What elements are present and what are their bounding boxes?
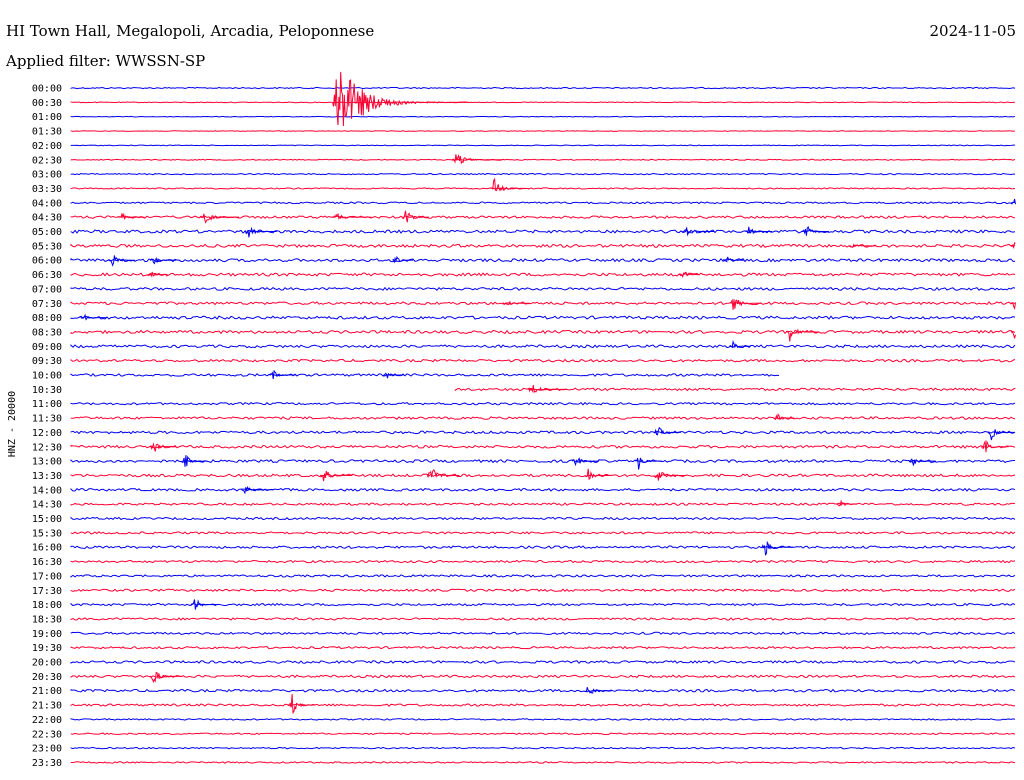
tick-label: 14:30 <box>31 499 62 511</box>
tick-label: 04:30 <box>31 212 62 224</box>
trace-rows <box>71 87 1015 763</box>
tick-label: 09:00 <box>31 341 62 353</box>
trace-row <box>71 560 1015 562</box>
event-burst <box>452 154 502 163</box>
event-burst <box>654 428 681 435</box>
trace-row <box>71 331 1015 334</box>
tick-label: 18:30 <box>31 614 62 626</box>
trace-row <box>71 188 1015 189</box>
trace-row <box>71 762 1015 763</box>
trace-row <box>71 431 1015 434</box>
tick-label: 20:30 <box>31 671 62 683</box>
event-burst <box>181 455 207 467</box>
trace-row <box>71 131 1015 132</box>
tick-label: 08:00 <box>31 313 62 325</box>
event-burst <box>682 228 714 235</box>
tick-label: 06:00 <box>31 255 62 267</box>
tick-label: 17:00 <box>31 571 62 583</box>
event-burst <box>289 694 316 713</box>
event-burst <box>585 469 612 479</box>
event-burst <box>402 211 429 223</box>
trace-row <box>71 202 1015 204</box>
tick-label: 11:00 <box>31 399 62 411</box>
event-burst <box>150 672 182 681</box>
event-burst <box>1011 199 1016 204</box>
trace-row <box>71 259 1015 262</box>
event-burst <box>191 600 217 610</box>
trace-row <box>71 374 779 376</box>
trace-row <box>71 647 1015 649</box>
trace-row <box>71 359 1015 361</box>
tick-label: 01:30 <box>31 126 62 138</box>
tick-label: 22:00 <box>31 714 62 726</box>
tick-label: 09:30 <box>31 356 62 368</box>
tick-label: 08:30 <box>31 327 62 339</box>
trace-row <box>71 302 1015 305</box>
tick-label: 20:00 <box>31 657 62 669</box>
tick-label: 12:00 <box>31 427 62 439</box>
event-bursts <box>81 72 1016 713</box>
filter-label: Applied filter: WWSSN-SP <box>6 52 206 70</box>
trace-row <box>71 575 1015 577</box>
tick-label: 23:30 <box>31 757 62 769</box>
trace-row <box>71 102 1015 103</box>
trace-row <box>71 474 1015 477</box>
tick-label: 04:00 <box>31 198 62 210</box>
event-burst <box>572 459 599 465</box>
trace-row <box>71 403 1015 405</box>
tick-label: 12:30 <box>31 442 62 454</box>
trace-row <box>71 733 1015 734</box>
trace-row <box>71 704 1015 706</box>
trace-row <box>71 747 1015 748</box>
tick-label: 00:30 <box>31 97 62 109</box>
trace-row <box>71 589 1015 591</box>
trace-row <box>71 87 1015 88</box>
event-burst <box>333 72 468 126</box>
tick-label: 14:00 <box>31 485 62 497</box>
channel-label: HNZ - 20000 <box>7 390 18 458</box>
date-label: 2024-11-05 <box>929 22 1016 40</box>
tick-label: 21:30 <box>31 700 62 712</box>
tick-label: 15:00 <box>31 514 62 525</box>
trace-row <box>71 116 1015 117</box>
tick-label: 21:00 <box>31 686 62 698</box>
trace-row <box>71 675 1015 677</box>
trace-row <box>71 690 1015 692</box>
trace-row <box>71 546 1015 548</box>
trace-row <box>71 159 1015 160</box>
event-burst <box>745 227 772 233</box>
trace-row <box>71 145 1015 146</box>
tick-label: 10:00 <box>31 370 62 382</box>
event-burst <box>988 429 1015 440</box>
trace-row <box>71 316 1015 319</box>
tick-label: 07:00 <box>31 284 62 296</box>
trace-row <box>71 618 1015 620</box>
tick-label: 16:00 <box>31 542 62 554</box>
tick-label: 05:00 <box>31 227 62 238</box>
tick-label: 22:30 <box>31 729 62 741</box>
trace-row <box>71 273 1015 276</box>
event-burst <box>730 342 751 348</box>
tick-label: 16:30 <box>31 557 62 569</box>
event-burst <box>109 255 135 265</box>
trace-row <box>71 517 1015 519</box>
trace-row <box>71 230 1015 233</box>
trace-row <box>71 345 1015 348</box>
trace-row <box>71 288 1015 291</box>
trace-row <box>71 503 1015 505</box>
event-burst <box>320 471 352 481</box>
time-axis-labels <box>32 84 62 769</box>
tick-label: 17:30 <box>31 585 62 597</box>
event-burst <box>982 442 1009 452</box>
trace-row <box>71 445 1015 448</box>
event-burst <box>427 470 459 477</box>
tick-label: 02:30 <box>31 155 62 167</box>
tick-label: 02:00 <box>31 140 62 152</box>
tick-label: 03:00 <box>31 169 62 181</box>
station-title: HI Town Hall, Megalopoli, Arcadia, Peloponnese <box>6 22 375 40</box>
trace-row <box>71 661 1015 663</box>
trace-row <box>71 532 1015 534</box>
tick-label: 07:30 <box>31 298 62 310</box>
trace-row <box>71 417 1015 419</box>
trace-row <box>71 489 1015 491</box>
tick-label: 11:30 <box>31 413 62 425</box>
trace-row <box>71 174 1015 175</box>
tick-label: 13:00 <box>31 456 62 468</box>
trace-row <box>71 460 1015 463</box>
tick-label: 10:30 <box>31 384 62 396</box>
tick-label: 06:30 <box>31 270 62 282</box>
tick-label: 13:30 <box>31 470 62 482</box>
tick-label: 15:30 <box>31 528 62 540</box>
tick-label: 23:00 <box>31 743 62 755</box>
event-burst <box>270 371 297 379</box>
event-burst <box>635 458 662 470</box>
trace-row <box>71 632 1015 634</box>
tick-label: 05:30 <box>31 241 62 253</box>
tick-label: 19:30 <box>31 643 62 655</box>
event-burst <box>241 487 273 493</box>
tick-label: 18:00 <box>31 600 62 612</box>
tick-label: 19:00 <box>31 628 62 640</box>
tick-label: 00:00 <box>31 83 62 95</box>
trace-row <box>71 719 1015 720</box>
tick-label: 03:30 <box>31 183 62 195</box>
tick-label: 01:00 <box>31 112 62 124</box>
